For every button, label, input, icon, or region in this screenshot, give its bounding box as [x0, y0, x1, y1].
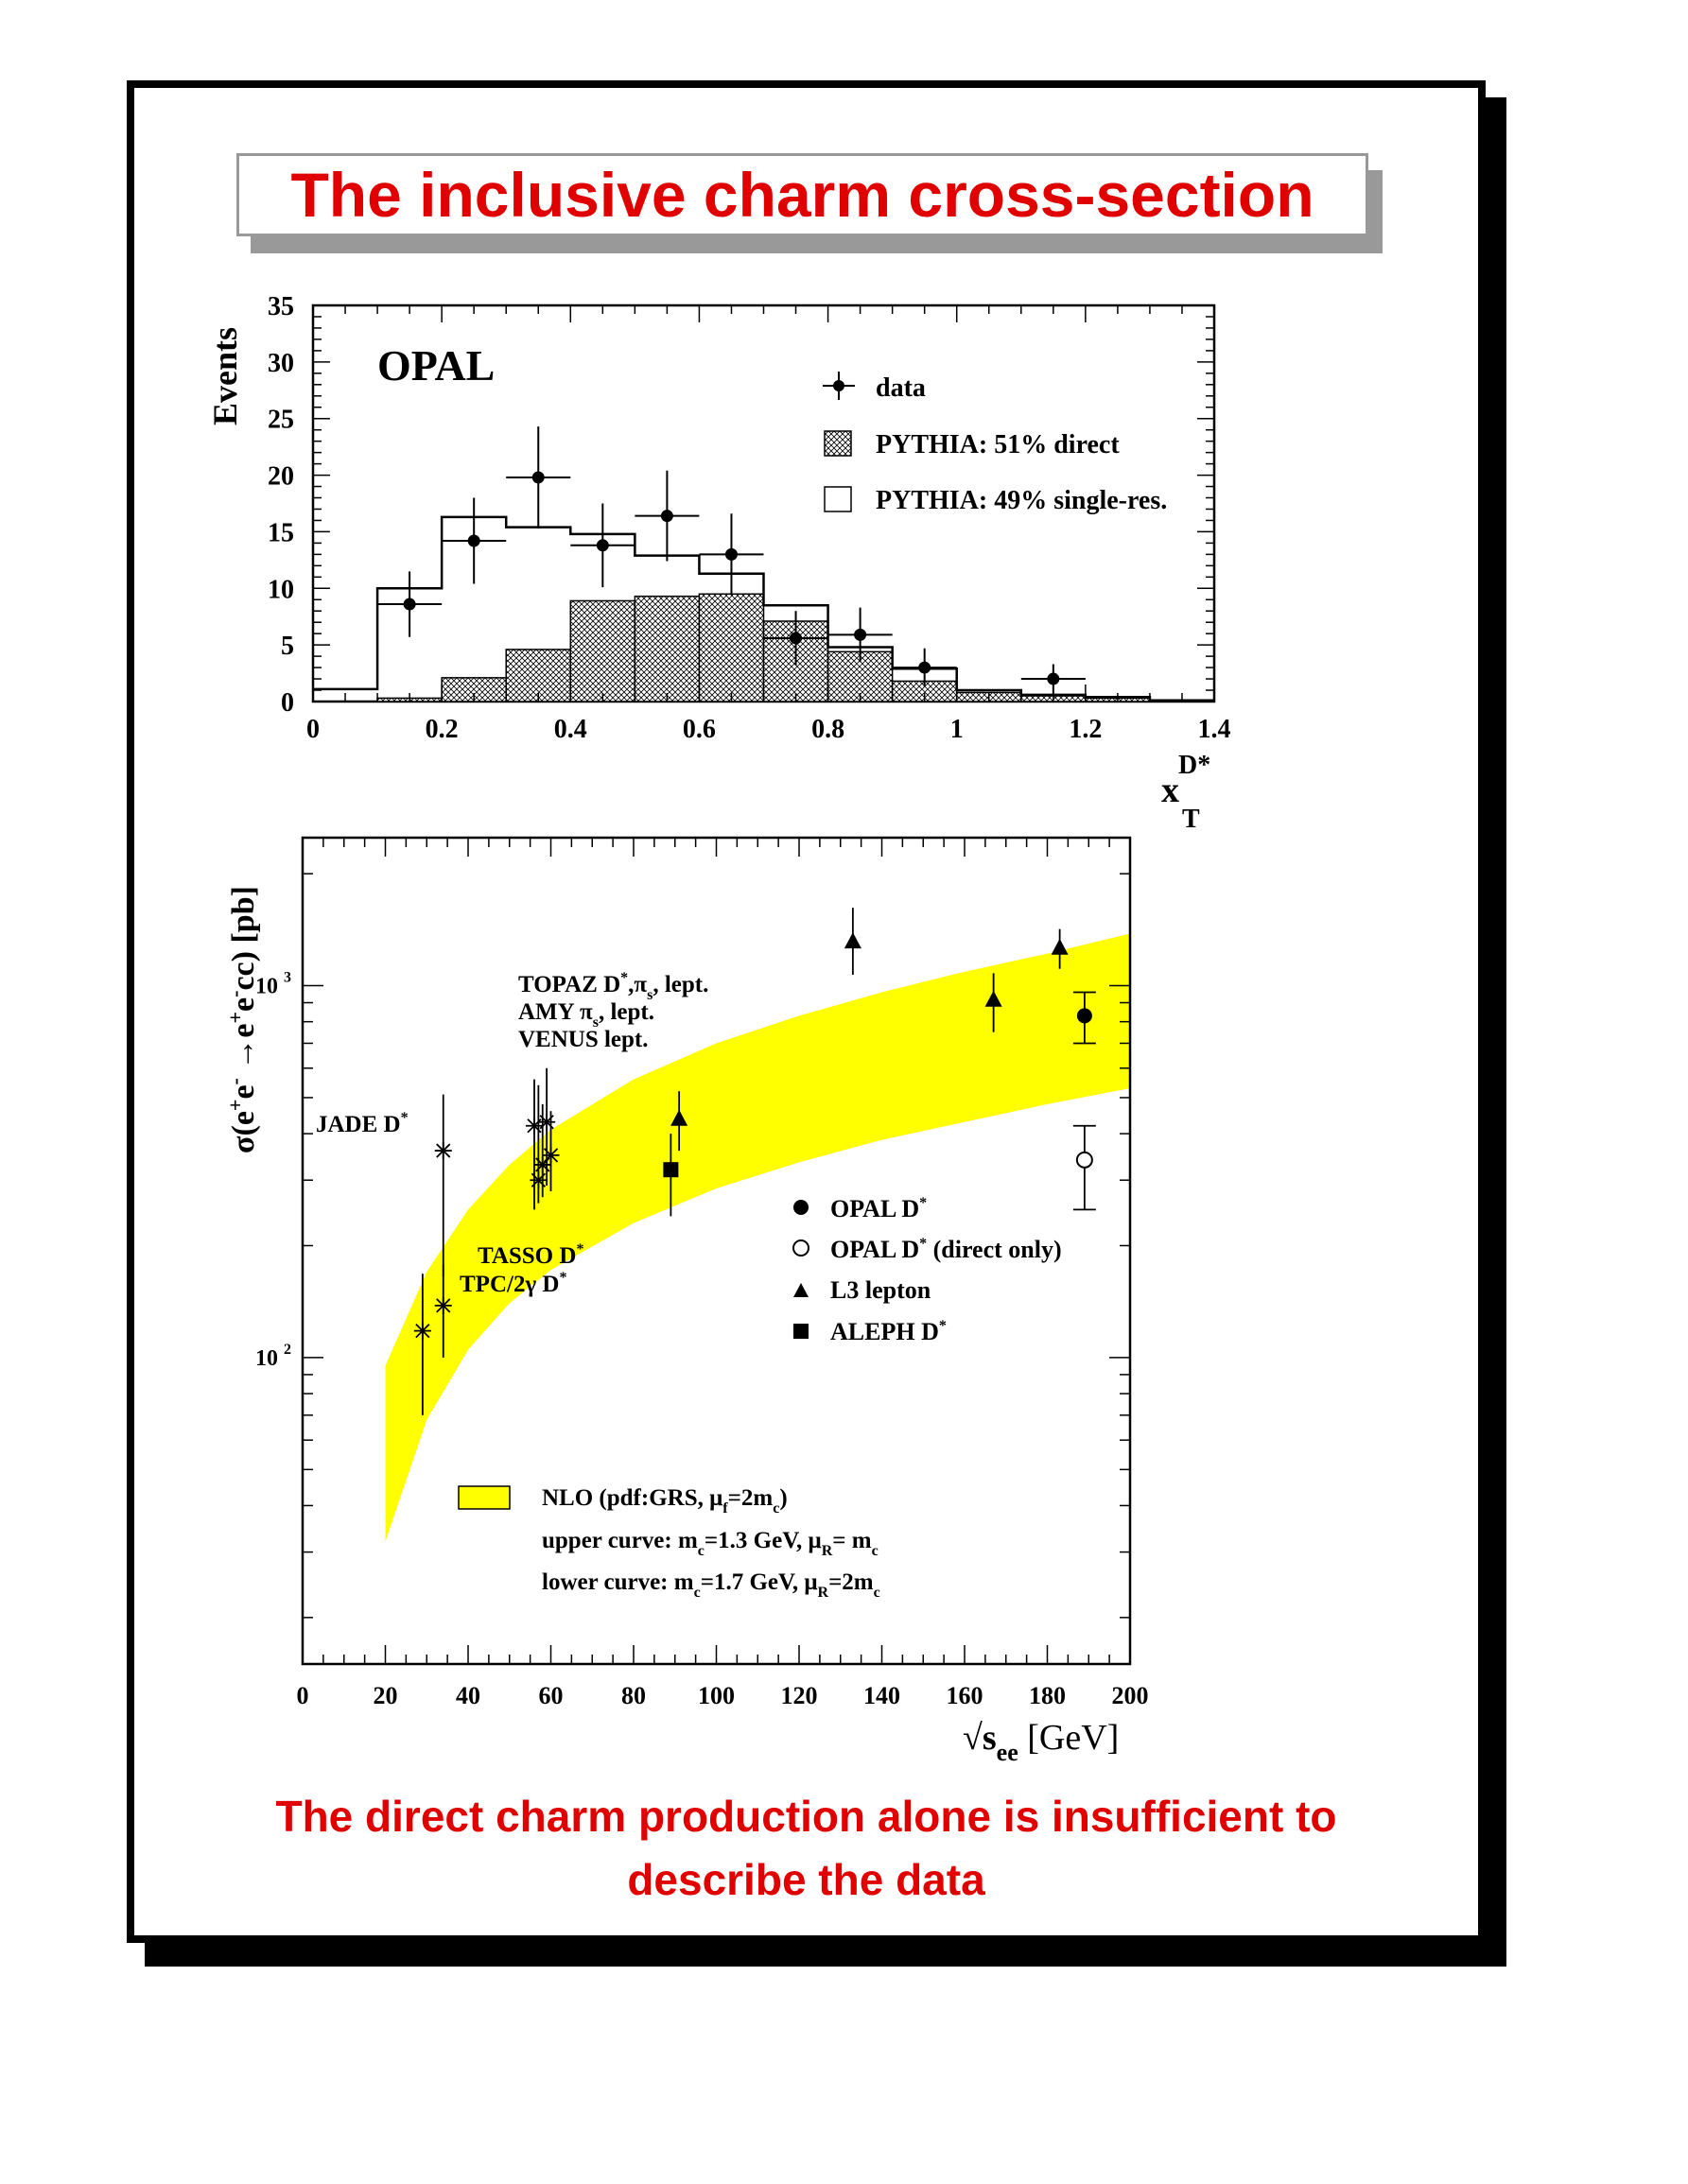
- y-tick-label: 20: [268, 461, 294, 492]
- x-tick-label: 0.8: [811, 715, 845, 744]
- legend-data-dot: [833, 380, 844, 391]
- band-upper-note: upper curve: $m_c=1.3$ GeV, $\mu_R= m_c$: [542, 1528, 879, 1559]
- tasso-label: TASSO D*: [478, 1241, 584, 1269]
- x-tick-label: 0: [306, 715, 320, 744]
- data-point: [597, 539, 609, 551]
- x-label-sup: D*: [1178, 751, 1211, 780]
- x-tick-label: 180: [1029, 1682, 1066, 1709]
- x-tick-label: 0.2: [425, 715, 459, 744]
- data-point: [725, 548, 738, 561]
- y-tick-label: 0: [281, 688, 294, 718]
- data-point: [532, 471, 545, 483]
- x-tick-label: 0: [296, 1682, 309, 1709]
- x-tick-label: 1.4: [1197, 715, 1231, 744]
- footer-line-1: The direct charm production alone is insufficient to: [275, 1792, 1337, 1841]
- data-point: [1047, 673, 1059, 685]
- histogram-x-label: [1161, 751, 1210, 834]
- star-point: [543, 1147, 560, 1164]
- x-tick-label: 160: [946, 1682, 983, 1709]
- y-tick-label: 5: [281, 632, 294, 662]
- topaz-label: TOPAZ $D^*,\pi_s$, lept.: [518, 970, 709, 1003]
- data-point: [918, 662, 931, 674]
- data-point: [854, 629, 866, 641]
- svg-text:√see [GeV]: $√s_{ee}$ [GeV]: [963, 1718, 1120, 1766]
- x-tick-label: 1: [949, 715, 964, 744]
- legend-aleph-label: ALEPH D*: [830, 1318, 947, 1345]
- venus-label: VENUS lept.: [518, 1027, 649, 1052]
- opal-direct-point: [1077, 1153, 1092, 1168]
- amy-label: AMY $\pi_s$, lept.: [518, 999, 654, 1031]
- opal-point: [1077, 1008, 1092, 1023]
- histogram-y-label: Events: [206, 326, 244, 425]
- y-tick-label: 10: [268, 575, 294, 605]
- y-tick-label: 10 $^2$: [255, 1341, 291, 1371]
- legend-single-res-swatch: [825, 487, 851, 511]
- cross-section-y-label: [223, 886, 261, 1153]
- star-point: [530, 1171, 547, 1188]
- direct-bar: [570, 600, 635, 702]
- histogram-legend: [823, 372, 1167, 515]
- histogram-chart: [206, 292, 1231, 834]
- star-point: [414, 1323, 431, 1340]
- x-tick-label: 40: [456, 1682, 480, 1709]
- y-tick-label: 30: [268, 348, 294, 378]
- cross-section-x-label: [963, 1718, 1119, 1766]
- star-point: [534, 1156, 551, 1173]
- legend-opal-marker: [793, 1200, 809, 1215]
- band-legend-swatch: [459, 1486, 510, 1509]
- cross-section-chart: [223, 838, 1149, 1766]
- legend-l3-marker: [793, 1283, 809, 1297]
- l3-point: [844, 932, 861, 948]
- y-tick-label: 35: [268, 292, 294, 321]
- star-point: [526, 1118, 543, 1135]
- legend-direct-swatch: [825, 431, 851, 456]
- legend-data-label: data: [876, 373, 926, 403]
- x-tick-label: 0.4: [553, 715, 587, 744]
- svg-text:σ(e+e- →e+e-cc) [pb]: σ(e+e- →e+e-cc) [pb]: [223, 886, 261, 1153]
- opal-label: OPAL: [377, 341, 496, 390]
- star-point: [435, 1297, 452, 1314]
- l3-point: [1052, 939, 1069, 955]
- x-tick-label: 100: [698, 1682, 735, 1709]
- legend-l3-label: L3 lepton: [830, 1276, 931, 1304]
- x-label-sub: T: [1182, 805, 1200, 834]
- x-tick-label: 200: [1111, 1682, 1149, 1709]
- x-tick-label: 120: [780, 1682, 818, 1709]
- x-tick-label: 140: [863, 1682, 900, 1709]
- data-point: [404, 598, 416, 611]
- direct-bar: [635, 597, 699, 702]
- x-label-x: x: [1161, 771, 1179, 810]
- band-lower-note: lower curve: $m_c=1.7$ GeV, $\mu_R=2m_c$: [542, 1569, 880, 1601]
- footer-line-2: describe the data: [627, 1855, 985, 1904]
- data-point: [661, 510, 673, 522]
- x-tick-label: 0.6: [682, 715, 716, 744]
- legend-direct-label: PYTHIA: 51% direct: [876, 430, 1120, 459]
- aleph-point: [663, 1162, 678, 1177]
- legend-single-res-label: PYTHIA: 49% single-res.: [876, 486, 1168, 515]
- star-point: [538, 1114, 555, 1131]
- star-point: [435, 1142, 452, 1159]
- tpc-label: TPC/2γ D*: [460, 1270, 567, 1297]
- jade-label: JADE D*: [316, 1110, 409, 1137]
- data-point: [790, 632, 802, 644]
- direct-bar: [699, 594, 763, 702]
- legend-opal-label: OPAL D*: [830, 1195, 928, 1222]
- x-tick-label: 1.2: [1069, 715, 1103, 744]
- legend-opal-direct-marker: [793, 1240, 809, 1256]
- cross-section-legend: [793, 1195, 1062, 1345]
- x-tick-label: 20: [373, 1682, 398, 1709]
- legend-opal-direct-label: OPAL D* (direct only): [830, 1236, 1062, 1263]
- y-tick-label: 15: [268, 518, 294, 548]
- x-tick-label: 60: [538, 1682, 564, 1709]
- legend-aleph-marker: [793, 1324, 809, 1339]
- slide-title: The inclusive charm cross-section: [236, 153, 1368, 236]
- band-legend: [459, 1485, 880, 1601]
- y-tick-label: 10 $^3$: [255, 969, 291, 999]
- data-point: [468, 535, 480, 547]
- x-tick-label: 80: [621, 1682, 646, 1709]
- y-tick-label: 25: [268, 405, 294, 435]
- band-legend-label: NLO (pdf:GRS, $\mu_f=2m_c$): [542, 1485, 788, 1517]
